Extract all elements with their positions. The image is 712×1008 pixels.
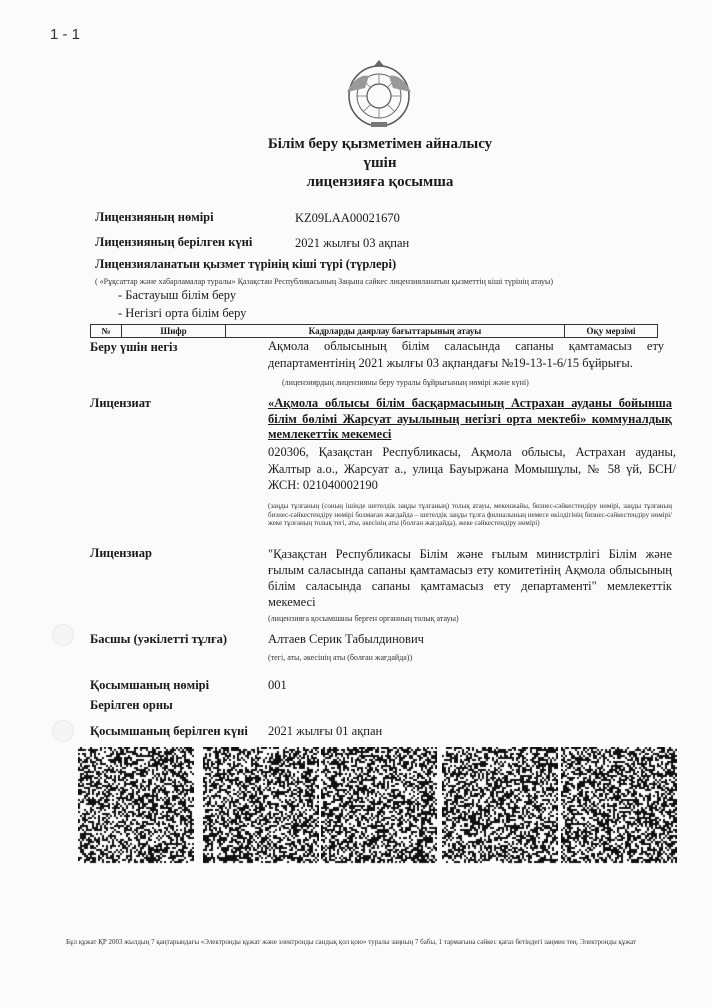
- barcode-4: [442, 747, 558, 865]
- licensor-note: (лицензияға қосымшаны берген органның толық атауы): [268, 614, 459, 623]
- barcode-2: [203, 747, 319, 865]
- subtype-label: Лицензияланатын қызмет түрінің кіші түрі (түрлері): [95, 257, 397, 271]
- licensee-label: Лицензиат: [90, 396, 151, 410]
- head-label: Басшы (уәкілетті тұлға): [90, 632, 228, 646]
- footer-text: Бұл құжат ҚР 2003 жылдың 7 қаңтарындағы «Электронды құжат және электронды сандық қол қою» туралы заңның 7 бабы, 1 тармағына сәйкес қағаз бетіндегі заңмен тең. Электронды құжат: [66, 938, 637, 946]
- annex-number-value: 001: [268, 678, 287, 692]
- head-value: Алтаев Серик Табылдинович: [268, 632, 424, 646]
- barcode-3: [321, 747, 437, 865]
- col-duration: Оқу мерзімі: [565, 325, 658, 338]
- basis-label: Беру үшін негіз: [90, 340, 178, 354]
- punch-hole: [52, 624, 74, 646]
- licensee-note: (заңды тұлғаның (соның ішінде шетелдік заңды тұлғаның) толық атауы, мекенжайы, бизнес-сәйкестендіру нөмірі, заңды тұлғаның бизнес-сәйкестендіру нөмірі болмаған жағдайда – шетелдік заңды тұлға филиалының немесе өкілдігінің бизнес-сәйкестендіру нөмірі/жеке тұлғаның толық тегі, аты, әкесінің аты (болған жағдайда), жеке сәйкестендіру нөмірі): [268, 502, 672, 527]
- barcode-5: [561, 747, 677, 865]
- col-code: Шифр: [122, 325, 226, 338]
- title-line-2: үшін: [363, 155, 397, 171]
- barcode-row: [78, 747, 690, 867]
- programs-table-header: [90, 324, 658, 338]
- licensor-label: Лицензиар: [90, 546, 152, 560]
- issue-place-label: Берілген орны: [90, 698, 173, 712]
- annex-date-value: 2021 жылғы 01 ақпан: [268, 724, 383, 738]
- subtype-item-2: - Негізгі орта білім беру: [118, 306, 247, 320]
- licensee-address: 020306, Қазақстан Республикасы, Ақмола облысы, Астрахан ауданы, Жалтыр а.о., Жарсуат а., улица Бауыржана Момышұлы, № 58 үй, БСН/ЖСН: 021040002190: [268, 445, 676, 492]
- barcode-1: [78, 747, 194, 865]
- subtype-item-1: - Бастауыш білім беру: [118, 288, 237, 302]
- license-date-label: Лицензияның берілген күні: [95, 235, 253, 249]
- license-number-value: KZ09LAA00021670: [295, 211, 400, 225]
- head-note: (тегі, аты, әкесінің аты (болған жағдайда)): [268, 653, 413, 662]
- col-direction: Кадрларды даярлау бағыттарының атауы: [226, 325, 565, 338]
- subtype-note: ( «Рұқсаттар және хабарламалар туралы» Қазақстан Республикасының Заңына сәйкес лицензияланатын қызметтің кіші түрінің атауы): [95, 277, 553, 286]
- license-number-label: Лицензияның нөмірі: [95, 210, 214, 224]
- licensee-name: «Ақмола облысы білім басқармасының Астрахан ауданы бойынша білім бөлімі Жарсуат ауылының негізгі орта мектебі» коммуналдық мемлекеттік мекемесі: [268, 396, 672, 441]
- annex-number-label: Қосымшаның нөмірі: [90, 678, 210, 692]
- annex-date-label: Қосымшаның берілген күні: [90, 724, 248, 738]
- licensor-value: "Қазақстан Республикасы Білім және ғылым министрлігі Білім және ғылым саласында сапаны қамтамасыз ету комитетінің Ақмола облысының білім саласында сапаны қамтамасыз ету департаменті" мемлекеттік мекемесі: [268, 547, 672, 609]
- basis-value: Ақмола облысының білім саласында сапаны қамтамасыз ету департаментінің 2021 жылғы 03 ақпандағы №19-13-1-6/15 бұйрығы.: [268, 339, 664, 370]
- col-number: №: [91, 325, 122, 338]
- title-line-3: лицензияға қосымша: [306, 174, 454, 190]
- title-line-1: Білім беру қызметімен айналысу: [267, 136, 493, 152]
- page-number: 1 - 1: [50, 26, 81, 43]
- state-emblem-icon: [343, 58, 415, 130]
- license-date-value: 2021 жылғы 03 ақпан: [295, 236, 410, 250]
- basis-note: (лицензиярдың лицензияны беру туралы бұйрығының нөмірі және күні): [282, 378, 529, 387]
- punch-hole: [52, 720, 74, 742]
